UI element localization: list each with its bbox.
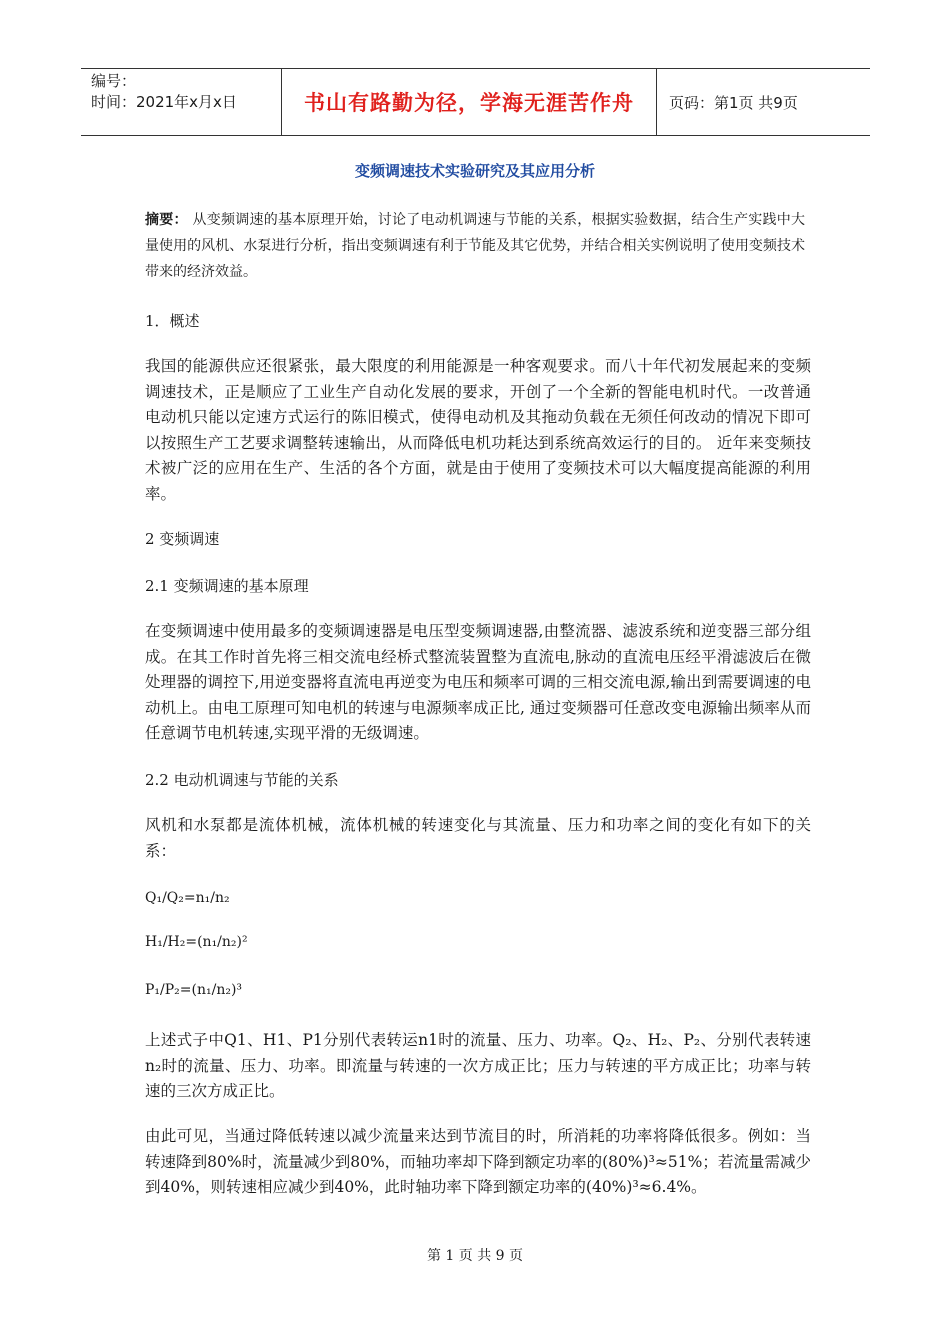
section-1-paragraph: 我国的能源供应还很紧张，最大限度的利用能源是一种客观要求。而八十年代初发展起来的变频调速技术，正是顺应了工业生产自动化发展的要求，开创了一个全新的智能电机时代。一改普通电动机只能以定速方式运行的陈旧模式，使得电动机及其拖动负载在无须任何改动的情况下即可以按照生产工艺要求调整转速输出，从而降低电机功耗达到系统高效运行的目的。 近年来变频技术被广泛的应用在生产、生活的各个方面，就是由于使用了变频技术可以大幅度提高能源的利用率。 bbox=[145, 357, 811, 503]
formula-flow: Q₁/Q₂=n₁/n₂ bbox=[145, 890, 230, 906]
abstract-text: 从变频调速的基本原理开始，讨论了电动机调速与节能的关系，根据实验数据，结合生产实践中大量使用的风机、水泵进行分析，指出变频调速有利于节能及其它优势，并结合相关实例说明了使用变频技术带来的经济效益。 bbox=[145, 212, 806, 280]
header-meta bbox=[81, 69, 281, 135]
number-label: 编号： bbox=[91, 72, 137, 90]
header-motto: 书山有路勤为径，学海无涯苦作舟 bbox=[281, 69, 657, 135]
page-header bbox=[81, 68, 870, 136]
example-paragraph: 由此可见，当通过降低转速以减少流量来达到节流目的时，所消耗的功率将降低很多。例如：当转速降到80%时，流量减少到80%，而轴功率却下降到额定功率的(80%)³≈51%；若流量需减少到40%，则转速相应减少到40%，此时轴功率下降到额定功率的(40%)³≈6.4%。 bbox=[145, 1127, 811, 1196]
section-2-1-paragraph: 在变频调速中使用最多的变频调速器是电压型变频调速器,由整流器、滤波系统和逆变器三部分组成。在其工作时首先将三相交流电经桥式整流装置整为直流电,脉动的直流电压经平滑滤波后在微处理器的调控下,用逆变器将直流电再逆变为电压和频率可调的三相交流电源,输出到需要调速的电动机上。由电工原理可知电机的转速与电源频率成正比, 通过变频器可任意改变电源输出频率从而任意调节电机转速,实现平滑的无级调速。 bbox=[145, 622, 811, 742]
abstract-label: 摘要： bbox=[145, 212, 188, 228]
formula-pressure: H₁/H₂=(n₁/n₂)² bbox=[145, 934, 248, 950]
abstract bbox=[145, 207, 805, 285]
header-page-code: 页码：第1页 共9页 bbox=[669, 93, 798, 112]
section-1-heading: 1．概述 bbox=[145, 312, 200, 330]
document-title: 变频调速技术实验研究及其应用分析 bbox=[354, 162, 595, 180]
date-label: 时间：2021年x月x日 bbox=[91, 93, 237, 111]
section-2-2-paragraph: 风机和水泵都是流体机械，流体机械的转速变化与其流量、压力和功率之间的变化有如下的关系： bbox=[145, 816, 811, 860]
section-2-1-heading: 2.1 变频调速的基本原理 bbox=[145, 577, 309, 595]
formula-explanation-paragraph: 上述式子中Q1、H1、P1分别代表转运n1时的流量、压力、功率。Q₂、H₂、P₂、分别代表转速n₂时的流量、压力、功率。即流量与转速的一次方成正比；压力与转速的平方成正比；功率与转速的三次方成正比。 bbox=[145, 1031, 811, 1100]
formula-power: P₁/P₂=(n₁/n₂)³ bbox=[145, 982, 243, 998]
page-footer: 第 1 页 共 9 页 bbox=[426, 1248, 524, 1264]
section-2-2-heading: 2.2 电动机调速与节能的关系 bbox=[145, 771, 339, 789]
section-2-heading: 2 变频调速 bbox=[145, 530, 220, 548]
